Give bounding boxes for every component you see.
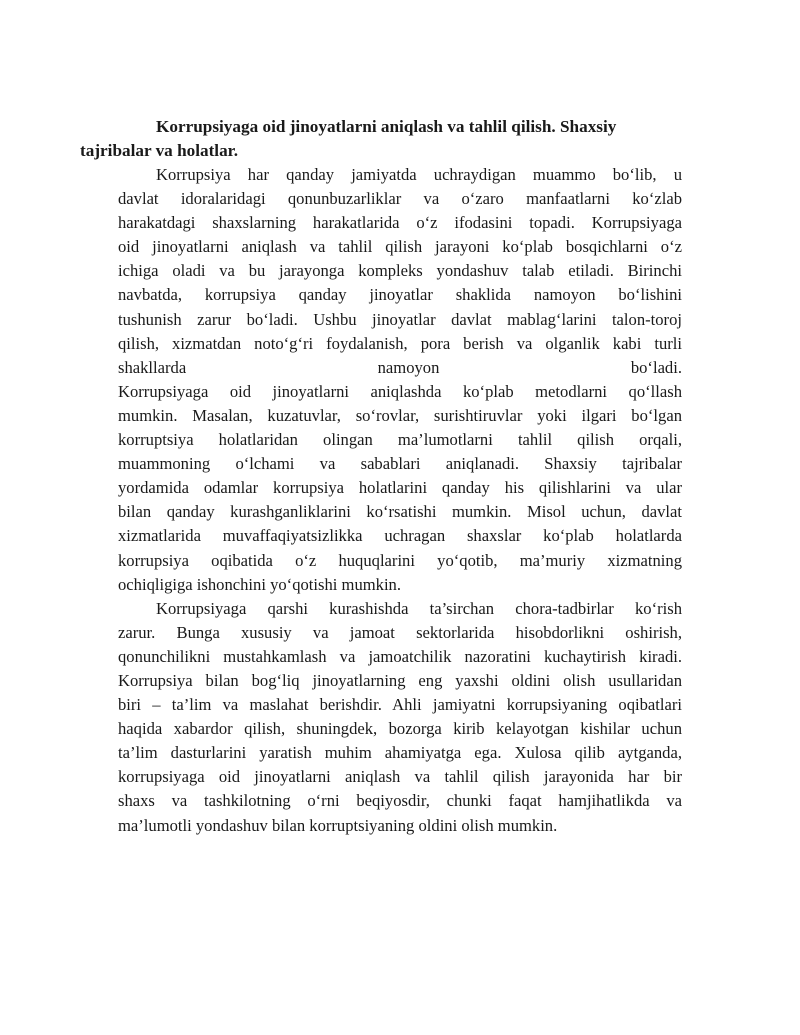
paragraph-line: qilish, xizmatdan noto‘g‘ri foydalanish, pora berish va olganlik kabi turli: [118, 333, 682, 353]
paragraph-line: mumkin. Masalan, kuzatuvlar, so‘rovlar, surishtiruvlar yoki ilgari bo‘lgan: [118, 405, 682, 425]
paragraph-line: ta’lim dasturlarini yaratish muhim ahamiyatga ega. Xulosa qilib aytganda,: [118, 743, 682, 763]
paragraph-line: korrupsiyaga oid jinoyatlarni aniqlash va tahlil qilish jarayonida har bir: [118, 767, 682, 787]
paragraph-line: shakllarda namoyon bo‘ladi.: [118, 357, 682, 377]
paragraph-line: haqida xabardor qilish, shuningdek, bozorga kirib kelayotgan kishilar uchun: [118, 719, 682, 739]
document-page: [80, 115, 682, 838]
paragraph-line: zarur. Bunga xususiy va jamoat sektorlarida hisobdorlikni oshirish,: [118, 622, 682, 642]
paragraph-line: ochiqligiga ishonchini yo‘qotishi mumkin.: [118, 574, 402, 594]
paragraph-line: qonunchilikni mustahkamlash va jamoatchilik nazoratini kuchaytirish kiradi.: [118, 646, 682, 666]
paragraph-line: biri – ta’lim va maslahat berishdir. Ahli jamiyatni korrupsiyaning oqibatlari: [118, 695, 682, 715]
paragraph-1: [118, 163, 682, 597]
paragraph-line: navbatda, korrupsiya qanday jinoyatlar shaklida namoyon bo‘lishini: [118, 285, 682, 305]
paragraph-line: korrupsiya oqibatida o‘z huquqlarini yo‘qotib, ma’muriy xizmatning: [118, 550, 682, 570]
paragraph-line: bilan qanday kurashganliklarini ko‘rsatishi mumkin. Misol uchun, davlat: [118, 502, 682, 522]
document-title: [80, 115, 682, 163]
paragraph-line: tushunish zarur bo‘ladi. Ushbu jinoyatlar davlat mablag‘larini talon-toroj: [118, 309, 682, 329]
paragraph-line: ma’lumotli yondashuv bilan korruptsiyaning oldini olish mumkin.: [118, 815, 558, 835]
paragraph-line: Korrupsiyaga oid jinoyatlarni aniqlashda ko‘plab metodlarni qo‘llash: [118, 381, 682, 401]
paragraph-line: muammoning o‘lchami va sabablari aniqlanadi. Shaxsiy tajribalar: [118, 454, 682, 474]
paragraph-line: Korrupsiya har qanday jamiyatda uchraydigan muammo bo‘lib, u: [156, 165, 682, 184]
paragraph-line: oid jinoyatlarni aniqlash va tahlil qilish jarayoni ko‘plab bosqichlarni o‘z: [118, 237, 682, 257]
paragraph-line: ichiga oladi va bu jarayonga kompleks yondashuv talab etiladi. Birinchi: [118, 261, 682, 281]
paragraph-line: Korrupsiya bilan bog‘liq jinoyatlarning eng yaxshi oldini olish usullaridan: [118, 670, 682, 690]
paragraph-line: korruptsiya holatlaridan olingan ma’lumotlarni tahlil qilish orqali,: [118, 430, 682, 450]
paragraph-line: harakatdagi shaxslarning harakatlarida o‘z ifodasini topadi. Korrupsiyaga: [118, 213, 682, 233]
paragraph-line: shaxs va tashkilotning o‘rni beqiyosdir, chunki faqat hamjihatlikda va: [118, 791, 682, 811]
paragraph-line: Korrupsiyaga qarshi kurashishda ta’sirchan chora-tadbirlar ko‘rish: [156, 598, 682, 618]
title-line-1: Korrupsiyaga oid jinoyatlarni aniqlash va tahlil qilish. Shaxsiy: [156, 117, 617, 136]
paragraph-2: [118, 597, 682, 838]
paragraph-line: yordamida odamlar korrupsiya holatlarini qanday his qilishlarini va ular: [118, 478, 682, 498]
paragraph-line: xizmatlarida muvaffaqiyatsizlikka uchragan shaxslar ko‘plab holatlarda: [118, 526, 682, 546]
paragraph-line: davlat idoralaridagi qonunbuzarliklar va o‘zaro manfaatlarni ko‘zlab: [118, 189, 682, 209]
title-line-2: tajribalar va holatlar.: [80, 141, 239, 160]
